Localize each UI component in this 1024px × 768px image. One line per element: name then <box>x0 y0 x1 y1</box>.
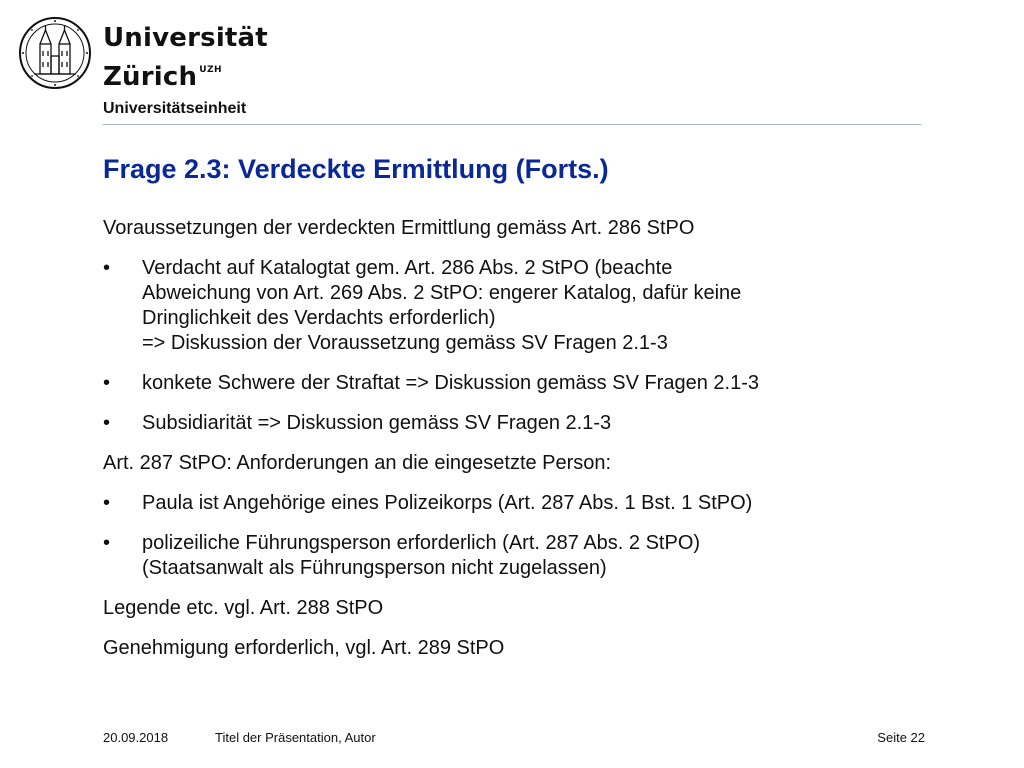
bullet-line: Abweichung von Art. 269 Abs. 2 StPO: engerer Katalog, dafür keine <box>142 282 742 304</box>
footer-presentation-title: Titel der Präsentation, Autor <box>215 730 376 745</box>
header-divider <box>103 124 921 125</box>
slide-title: Frage 2.3: Verdeckte Ermittlung (Forts.) <box>103 154 609 184</box>
footer-date: 20.09.2018 <box>103 730 169 745</box>
bullet-item <box>103 531 903 581</box>
legend-paragraph: Legende etc. vgl. Art. 288 StPO <box>103 597 384 619</box>
bullet-line: (Staatsanwalt als Führungsperson nicht zugelassen) <box>142 557 607 579</box>
bullet-marker: • <box>103 532 111 554</box>
university-logo-text <box>103 22 268 93</box>
bullet-item <box>103 256 903 356</box>
bullet-text <box>142 256 903 356</box>
bullet-item <box>103 411 903 436</box>
slide-content <box>103 216 903 676</box>
bullet-marker: • <box>103 257 111 279</box>
bullet-line: polizeiliche Führungsperson erforderlich (Art. 287 Abs. 2 StPO) <box>142 532 701 554</box>
bullet-line: => Diskussion der Voraussetzung gemäss SV Fragen 2.1-3 <box>142 332 668 354</box>
approval-paragraph: Genehmigung erforderlich, vgl. Art. 289 StPO <box>103 637 505 659</box>
bullet-text: konkete Schwere der Straftat => Diskussion gemäss SV Fragen 2.1-3 <box>142 372 759 394</box>
footer-page-number: Seite 22 <box>877 730 925 745</box>
bullet-item <box>103 371 903 396</box>
bullet-item <box>103 491 903 516</box>
bullet-marker: • <box>103 492 111 514</box>
logo-superscript: UZH <box>199 65 223 75</box>
section-paragraph: Art. 287 StPO: Anforderungen an die eingesetzte Person: <box>103 452 612 474</box>
uzh-seal-icon <box>18 16 92 90</box>
bullet-marker: • <box>103 372 111 394</box>
bullet-text: Paula ist Angehörige eines Polizeikorps (Art. 287 Abs. 1 Bst. 1 StPO) <box>142 492 753 514</box>
bullet-text: Subsidiarität => Diskussion gemäss SV Fragen 2.1-3 <box>142 412 612 434</box>
logo-name-line1: Universität <box>103 23 268 53</box>
bullet-line: Dringlichkeit des Verdachts erforderlich) <box>142 307 496 329</box>
intro-paragraph: Voraussetzungen der verdeckten Ermittlung gemäss Art. 286 StPO <box>103 217 695 239</box>
bullet-marker: • <box>103 412 111 434</box>
bullet-line: Verdacht auf Katalogtat gem. Art. 286 Abs. 2 StPO (beachte <box>142 257 673 279</box>
logo-name-line2: Zürich <box>103 62 198 92</box>
bullet-text <box>142 531 903 581</box>
university-unit-label: Universitätseinheit <box>103 100 247 117</box>
